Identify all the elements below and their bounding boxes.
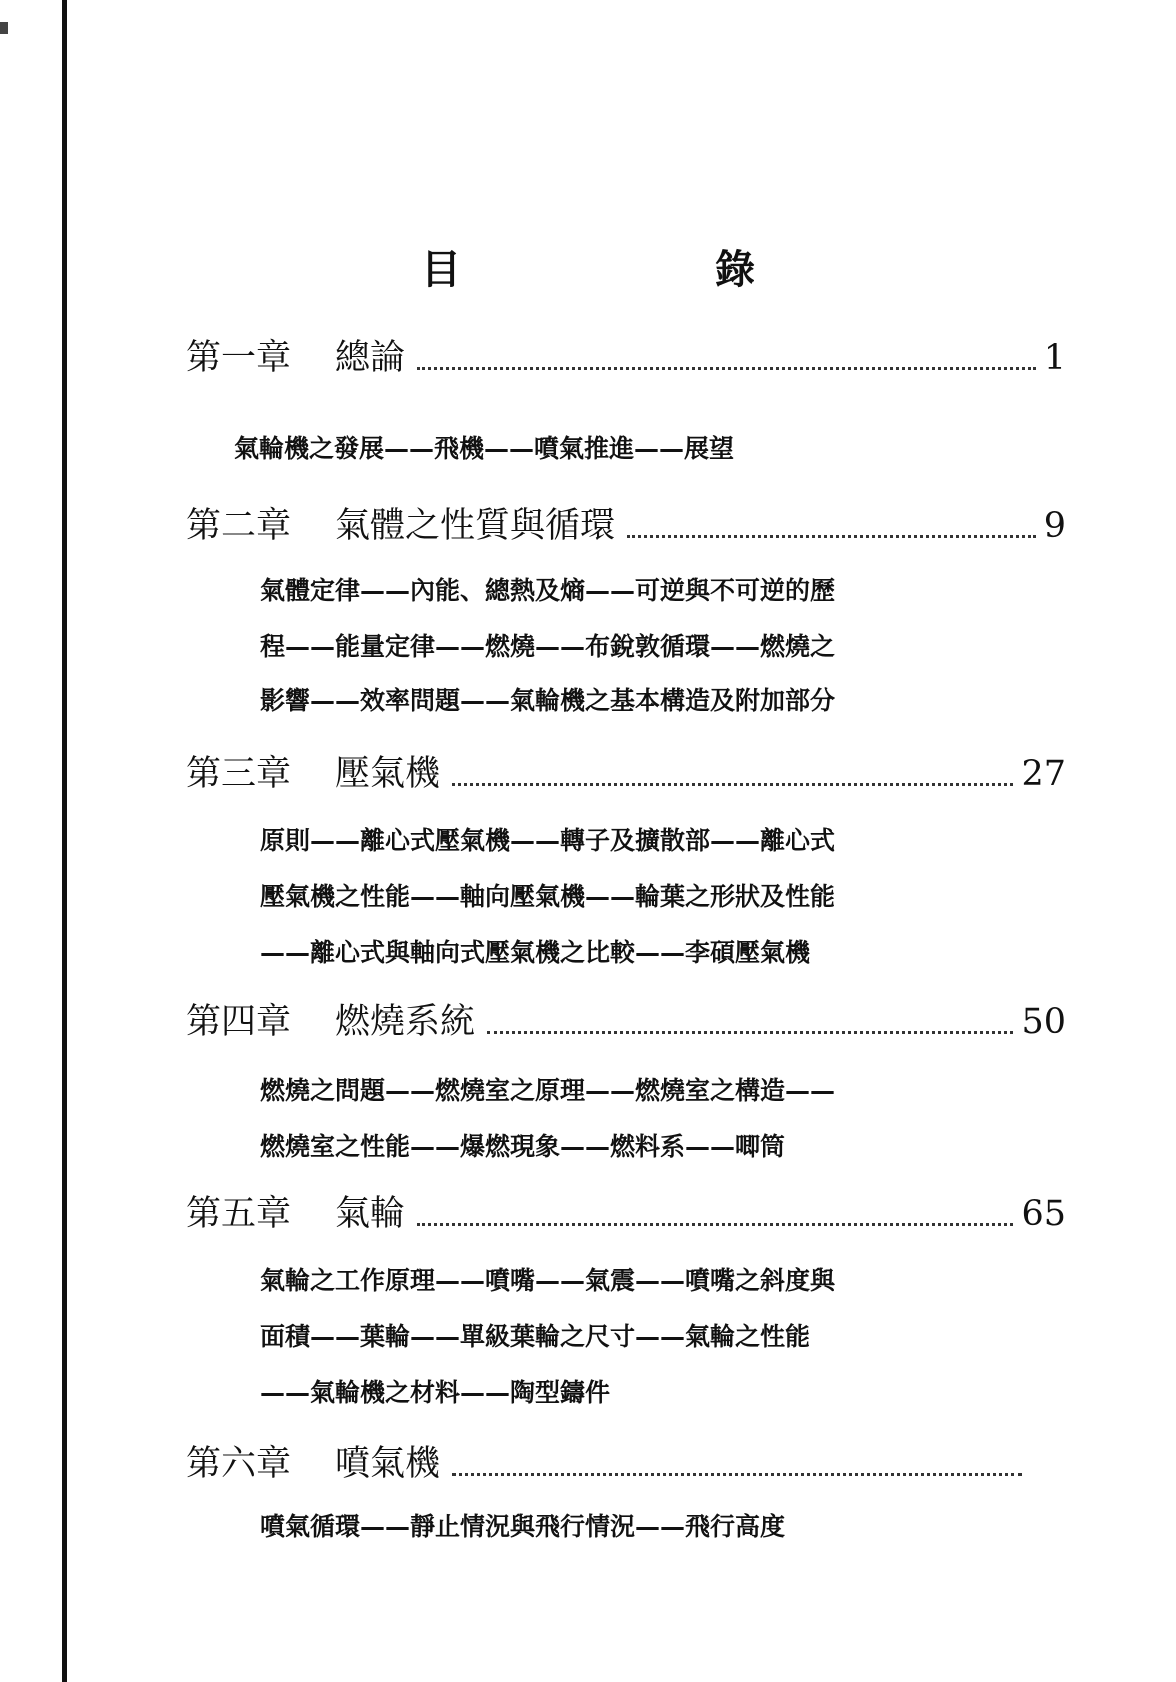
chapter-number: 第三章 — [186, 754, 292, 794]
chapter-page-number: 1 — [1043, 338, 1066, 378]
chapter-topics-line: 氣輪之工作原理——噴嘴——氣震——噴嘴之斜度與 — [260, 1266, 836, 1295]
chapter-title: 壓氣機 — [335, 754, 441, 794]
chapter-topics-line: 原則——離心式壓氣機——轉子及擴散部——離心式 — [260, 826, 836, 855]
chapter-topics-line: 氣輪機之發展——飛機——噴氣推進——展望 — [234, 434, 735, 463]
chapter-page-number: 9 — [1043, 506, 1066, 546]
chapter-page-number: 27 — [1021, 754, 1066, 794]
dot-leader — [417, 1223, 1013, 1226]
toc-chapter-6[interactable] — [186, 1438, 1022, 1490]
chapter-title: 燃燒系統 — [335, 1002, 476, 1042]
chapter-topics-line: ——氣輪機之材料——陶型鑄件 — [260, 1378, 611, 1407]
chapter-page-number: 65 — [1021, 1194, 1066, 1234]
toc-chapter-1[interactable] — [186, 332, 1066, 384]
chapter-title: 氣體之性質與循環 — [335, 506, 616, 546]
dot-leader — [487, 1031, 1013, 1034]
chapter-number: 第六章 — [186, 1444, 292, 1484]
chapter-topics-line: 面積——葉輪——單級葉輪之尺寸——氣輪之性能 — [260, 1322, 811, 1351]
binding-mark — [0, 22, 8, 34]
chapter-topics-line: 燃燒室之性能——爆燃現象——燃料系——唧筒 — [260, 1132, 786, 1161]
dot-leader — [452, 783, 1013, 786]
chapter-title: 噴氣機 — [335, 1444, 441, 1484]
chapter-number: 第四章 — [186, 1002, 292, 1042]
toc-chapter-4[interactable] — [186, 996, 1066, 1048]
chapter-number: 第一章 — [186, 338, 292, 378]
toc-chapter-5[interactable] — [186, 1188, 1066, 1240]
chapter-title: 氣輪 — [335, 1194, 406, 1234]
chapter-topics-line: 影響——效率問題——氣輪機之基本構造及附加部分 — [260, 686, 836, 715]
dot-leader — [627, 535, 1036, 538]
chapter-topics-line: 程——能量定律——燃燒——布銳敦循環——燃燒之 — [260, 632, 836, 661]
chapter-topics-line: 壓氣機之性能——軸向壓氣機——輪葉之形狀及性能 — [260, 882, 836, 911]
page-title: 目 錄 — [421, 246, 875, 293]
chapter-topics-line: 噴氣循環——靜止情況與飛行情況——飛行高度 — [260, 1512, 786, 1541]
chapter-page-number: 50 — [1021, 1002, 1066, 1042]
chapter-topics-line: 氣體定律——內能、總熱及熵——可逆與不可逆的歷 — [260, 576, 836, 605]
chapter-title: 總論 — [335, 338, 406, 378]
dot-leader — [452, 1473, 1022, 1476]
dot-leader — [417, 367, 1036, 370]
chapter-topics-line: ——離心式與軸向式壓氣機之比較——李碩壓氣機 — [260, 938, 811, 967]
chapter-topics-line: 燃燒之問題——燃燒室之原理——燃燒室之構造—— — [260, 1076, 836, 1105]
chapter-number: 第二章 — [186, 506, 292, 546]
toc-chapter-3[interactable] — [186, 748, 1066, 800]
chapter-number: 第五章 — [186, 1194, 292, 1234]
toc-chapter-2[interactable] — [186, 500, 1066, 552]
